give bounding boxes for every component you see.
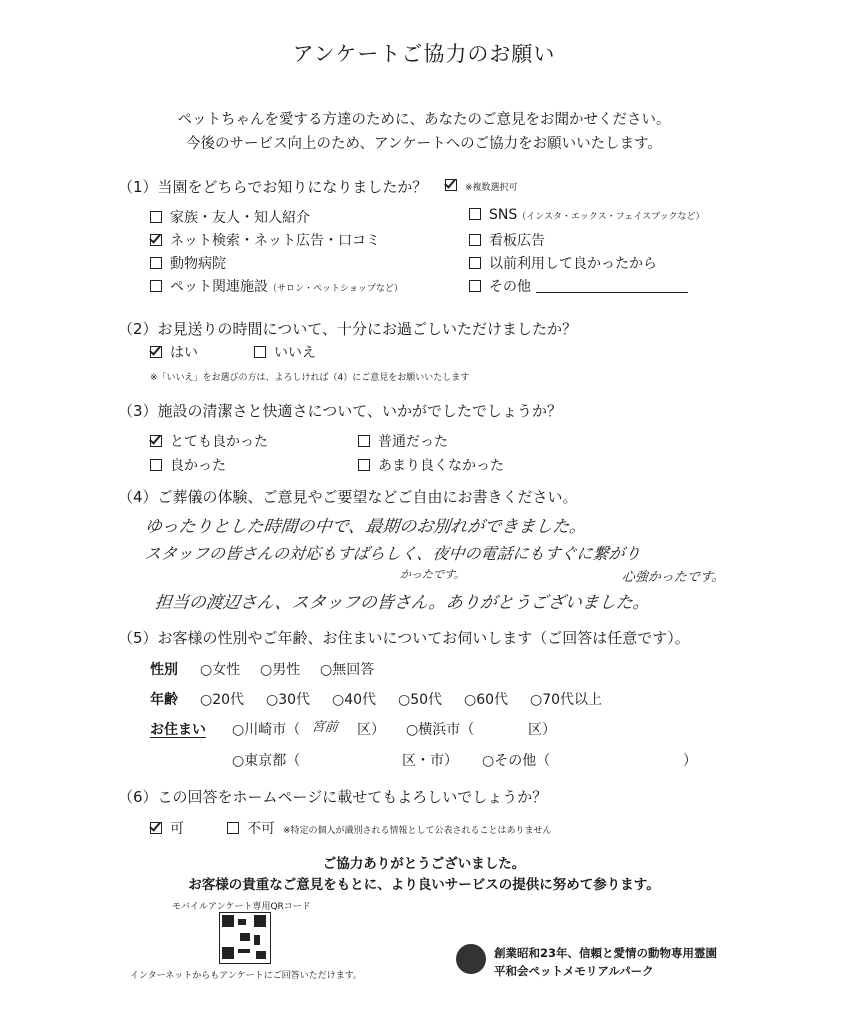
residence-yokohama-close: 区） — [528, 722, 556, 738]
checkbox[interactable] — [358, 435, 370, 447]
intro-line-2: 今後のサービス向上のため、アンケートへのご協力をお願いいたします。 — [186, 136, 662, 152]
q1-option-pet-facility[interactable]: ペット関連施設（サロン・ペットショップなど） — [150, 276, 403, 296]
checkbox[interactable] — [150, 435, 162, 447]
q6-option-no[interactable]: 不可 — [227, 818, 275, 838]
q1-option-signboard[interactable]: 看板広告 — [469, 230, 545, 250]
gender-label: 性別 — [150, 662, 178, 678]
q3-option-not-good[interactable]: あまり良くなかった — [358, 455, 504, 475]
gender-female[interactable]: ○女性 — [200, 662, 241, 678]
checkbox[interactable] — [227, 822, 239, 834]
checkbox[interactable] — [469, 280, 481, 292]
checkbox[interactable] — [469, 208, 481, 220]
checkbox[interactable] — [469, 234, 481, 246]
q4-answer-line-1[interactable]: ゆったりとした時間の中で、最期のお別れができました。 — [143, 517, 588, 537]
q4-answer-line-4[interactable]: 担当の渡辺さん、スタッフの皆さん。ありがとうございました。 — [153, 593, 651, 613]
residence-tokyo[interactable]: ○東京都（ — [232, 753, 301, 769]
thanks-line-2: お客様の貴重なご意見をもとに、より良いサービスの提供に努めて参ります。 — [188, 877, 660, 893]
q4-answer-line-3[interactable]: 心強かったです。 — [621, 570, 726, 585]
q2-question: （2）お見送りの時間について、十分にお過ごしいただけましたか？ — [118, 320, 577, 338]
q2-option-yes[interactable]: はい — [150, 342, 198, 362]
q1-multi-note: ※複数選択可 — [445, 178, 518, 194]
q6-note: ※特定の個人が識別される情報として公表されることはありません — [283, 826, 552, 836]
q6-question: （6）この回答をホームページに載せてもよろしいでしょうか？ — [118, 788, 548, 806]
q2-note: ※「いいえ」をお選びの方は、よろしければ（4）にご意見をお願いいたします — [150, 373, 470, 383]
residence-kawasaki-close: 区） — [357, 722, 385, 738]
q4-answer-insert[interactable]: かったです。 — [399, 568, 466, 581]
age-30s[interactable]: ○30代 — [266, 692, 311, 708]
company-name: 平和会ペットメモリアルパーク — [494, 964, 654, 978]
checkbox[interactable] — [150, 211, 162, 223]
residence-yokohama[interactable]: ○横浜市（ — [406, 722, 475, 738]
q2-option-no[interactable]: いいえ — [254, 342, 316, 362]
checkbox[interactable] — [358, 459, 370, 471]
q1-option-other[interactable]: その他 — [469, 276, 531, 296]
checkbox[interactable] — [469, 257, 481, 269]
residence-tokyo-close: 区・市） — [402, 753, 458, 769]
q1-option-hospital[interactable]: 動物病院 — [150, 253, 226, 273]
q3-option-very-good[interactable]: とても良かった — [150, 431, 268, 451]
checkbox[interactable] — [150, 280, 162, 292]
q5-question: （5）お客様の性別やご年齢、お住まいについてお伺いします（ご回答は任意です）。 — [118, 629, 690, 647]
company-tagline: 創業昭和23年、信頼と愛情の動物専用霊園 — [494, 946, 718, 960]
q1-option-previous[interactable]: 以前利用して良かったから — [469, 253, 657, 273]
residence-kawasaki[interactable]: ○川崎市（ — [232, 722, 301, 738]
qr-label: モバイルアンケート専用QRコード — [172, 902, 311, 912]
checkbox[interactable] — [150, 822, 162, 834]
q1-option-sns[interactable]: SNS（インスタ・エックス・フェイスブックなど） — [469, 207, 705, 223]
thanks-line-1: ご協力ありがとうございました。 — [322, 856, 526, 872]
qr-code-icon[interactable] — [219, 912, 271, 964]
page-title: アンケートご協力のお願い — [292, 42, 556, 66]
residence-other-close: ） — [683, 753, 697, 769]
q1-other-blank-line[interactable] — [536, 292, 688, 293]
checkbox-icon — [445, 179, 457, 191]
q3-option-good[interactable]: 良かった — [150, 455, 226, 475]
q6-option-yes[interactable]: 可 — [150, 818, 184, 838]
age-50s[interactable]: ○50代 — [398, 692, 443, 708]
intro-line-1: ペットちゃんを愛する方達のために、あなたのご意見をお聞かせください。 — [177, 112, 671, 128]
checkbox[interactable] — [150, 346, 162, 358]
q1-question: （1）当園をどちらでお知りになりましたか？ — [118, 178, 428, 196]
checkbox[interactable] — [254, 346, 266, 358]
residence-other[interactable]: ○その他（ — [482, 753, 551, 769]
q1-option-family[interactable]: 家族・友人・知人紹介 — [150, 207, 310, 227]
residence-kawasaki-ward[interactable]: 宮前 — [311, 720, 339, 735]
gender-male[interactable]: ○男性 — [260, 662, 301, 678]
q4-question: （4）ご葬儀の体験、ご意見やご要望などご自由にお書きください。 — [118, 488, 578, 506]
checkbox[interactable] — [150, 257, 162, 269]
checkbox[interactable] — [150, 234, 162, 246]
q3-option-normal[interactable]: 普通だった — [358, 431, 448, 451]
age-20s[interactable]: ○20代 — [200, 692, 245, 708]
checkbox[interactable] — [150, 459, 162, 471]
q3-question: （3）施設の清潔さと快適さについて、いかがでしたでしょうか？ — [118, 402, 562, 420]
age-60s[interactable]: ○60代 — [464, 692, 509, 708]
qr-caption: インターネットからもアンケートにご回答いただけます。 — [130, 971, 362, 981]
age-label: 年齢 — [150, 692, 178, 708]
q4-answer-line-2[interactable]: スタッフの皆さんの対応もすばらしく、夜中の電話にもすぐに繋がり — [143, 544, 642, 563]
age-70s-plus[interactable]: ○70代以上 — [530, 692, 603, 708]
residence-label: お住まい — [150, 722, 206, 738]
company-logo-icon — [456, 944, 486, 974]
gender-no-answer[interactable]: ○無回答 — [320, 662, 375, 678]
age-40s[interactable]: ○40代 — [332, 692, 377, 708]
q1-option-net[interactable]: ネット検索・ネット広告・口コミ — [150, 230, 380, 250]
